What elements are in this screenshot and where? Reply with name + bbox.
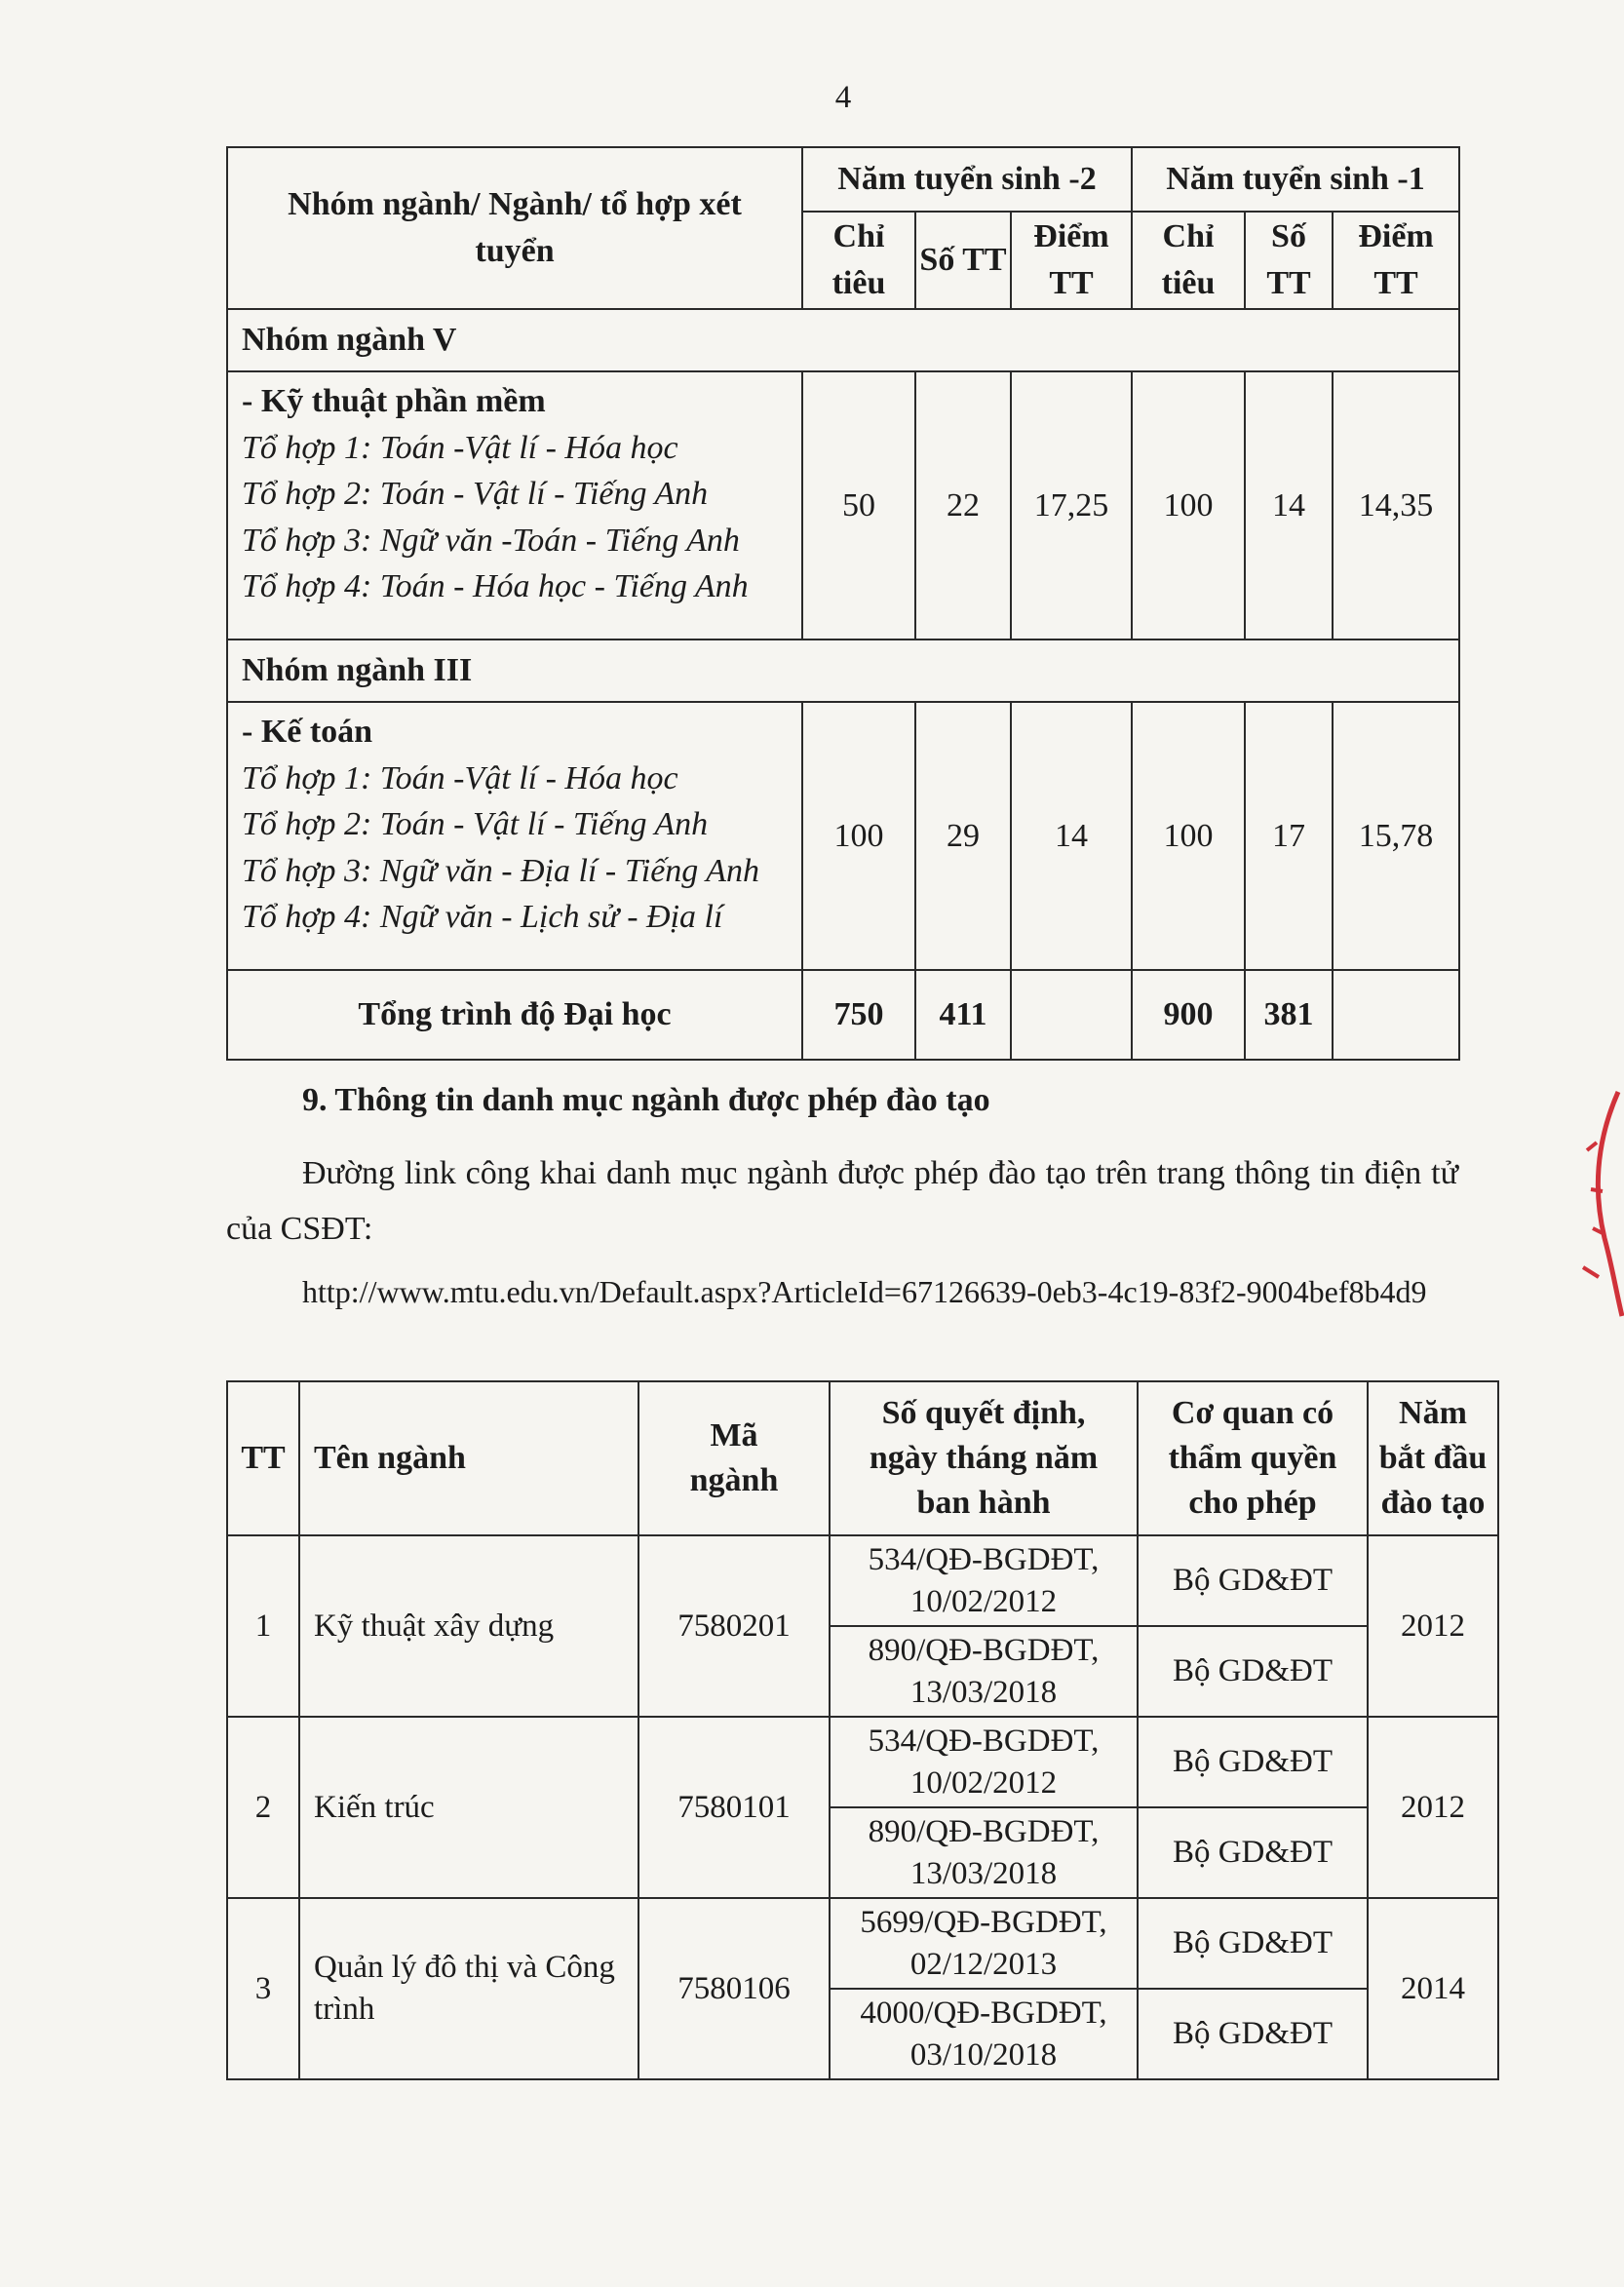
decision-cell (830, 1626, 1138, 1717)
start-year: 2014 (1368, 1898, 1498, 2079)
header-score: Điểm TT (1333, 212, 1459, 309)
major-name: - Kỹ thuật phần mềm (242, 383, 546, 419)
decision-date: 13/03/2018 (909, 1674, 1058, 1710)
decision-cell (830, 1717, 1138, 1807)
decision-number: 890/QĐ-BGDĐT, (868, 1813, 1100, 1849)
total-admitted: 381 (1245, 970, 1333, 1060)
seal-arc (1598, 1092, 1622, 1316)
header-tt: TT (227, 1381, 299, 1535)
authority: Bộ GD&ĐT (1138, 1626, 1368, 1717)
admissions-table (226, 146, 1460, 1061)
start-year: 2012 (1368, 1717, 1498, 1898)
decision-number: 5699/QĐ-BGDĐT, (860, 1904, 1107, 1940)
admitted-value: 22 (915, 371, 1011, 640)
admitted-value: 29 (915, 702, 1011, 970)
header-quota: Chỉ tiêu (1132, 212, 1245, 309)
major-code: 7580106 (638, 1898, 830, 2079)
major-name: - Kế toán (242, 714, 373, 750)
combo: Tổ hợp 1: Toán -Vật lí - Hóa học (242, 429, 678, 466)
decision-cell (830, 1535, 1138, 1626)
header-year-minus1: Năm tuyển sinh -1 (1132, 147, 1459, 212)
authority: Bộ GD&ĐT (1138, 1807, 1368, 1898)
combo: Tổ hợp 4: Ngữ văn - Lịch sử - Địa lí (242, 899, 723, 936)
decision-date: 13/03/2018 (909, 1855, 1058, 1891)
group-name: Nhóm ngành III (227, 640, 1459, 702)
seal-stamp-icon (1558, 1082, 1624, 1326)
major-cell (227, 371, 802, 640)
header-admitted: Số TT (1245, 212, 1333, 309)
header-code: Mã ngành (638, 1381, 830, 1535)
start-year: 2012 (1368, 1535, 1498, 1717)
total-quota: 900 (1132, 970, 1245, 1060)
authority: Bộ GD&ĐT (1138, 1535, 1368, 1626)
decision-cell (830, 1807, 1138, 1898)
decision-cell (830, 1989, 1138, 2079)
header-year-minus2: Năm tuyển sinh -2 (802, 147, 1132, 212)
authority: Bộ GD&ĐT (1138, 1989, 1368, 2079)
combo: Tổ hợp 2: Toán - Vật lí - Tiếng Anh (242, 476, 709, 513)
header-name: Tên ngành (299, 1381, 638, 1535)
total-quota: 750 (802, 970, 915, 1060)
score-value: 14,35 (1333, 371, 1459, 640)
major-cell (227, 702, 802, 970)
major-name: Quản lý đô thị và Công trình (299, 1898, 638, 2079)
header-decision: Số quyết định, ngày tháng năm ban hành (830, 1381, 1138, 1535)
decision-cell (830, 1898, 1138, 1989)
major-name: Kiến trúc (299, 1717, 638, 1898)
row-tt: 3 (227, 1898, 299, 2079)
authority: Bộ GD&ĐT (1138, 1898, 1368, 1989)
quota-value: 50 (802, 371, 915, 640)
major-name: Kỹ thuật xây dựng (299, 1535, 638, 1717)
section-paragraph: Đường link công khai danh mục ngành được phép đào tạo trên trang thông tin điện tử của CSĐT: (226, 1155, 1458, 1247)
combo: Tổ hợp 3: Ngữ văn - Địa lí - Tiếng Anh (242, 852, 759, 889)
header-group-col: Nhóm ngành/ Ngành/ tổ hợp xét tuyển (227, 147, 802, 309)
score-value: 14 (1011, 702, 1132, 970)
decision-number: 890/QĐ-BGDĐT, (868, 1632, 1100, 1668)
group-name: Nhóm ngành V (227, 309, 1459, 371)
decision-date: 02/12/2013 (909, 1946, 1058, 1982)
total-admitted: 411 (915, 970, 1011, 1060)
majors-link[interactable]: http://www.mtu.edu.vn/Default.aspx?ArticleId=67126639-0eb3-4c19-83f2-9004bef8b4d9 (302, 1274, 1427, 1309)
authority: Bộ GD&ĐT (1138, 1717, 1368, 1807)
quota-value: 100 (1132, 702, 1245, 970)
combo: Tổ hợp 3: Ngữ văn -Toán - Tiếng Anh (242, 522, 740, 559)
quota-value: 100 (802, 702, 915, 970)
empty-cell (1011, 970, 1132, 1060)
header-admitted: Số TT (915, 212, 1011, 309)
row-tt: 1 (227, 1535, 299, 1717)
page-number: 4 (834, 80, 852, 115)
combo: Tổ hợp 2: Toán - Vật lí - Tiếng Anh (242, 806, 709, 843)
score-value: 15,78 (1333, 702, 1459, 970)
major-code: 7580101 (638, 1717, 830, 1898)
section-heading: 9. Thông tin danh mục ngành được phép đào tạo (302, 1082, 990, 1118)
empty-cell (1333, 970, 1459, 1060)
score-value: 17,25 (1011, 371, 1132, 640)
total-label: Tổng trình độ Đại học (227, 970, 802, 1060)
header-authority: Cơ quan có thẩm quyền cho phép (1138, 1381, 1368, 1535)
decision-number: 534/QĐ-BGDĐT, (868, 1723, 1100, 1759)
decision-date: 03/10/2018 (909, 2036, 1058, 2073)
combo: Tổ hợp 1: Toán -Vật lí - Hóa học (242, 759, 678, 796)
admitted-value: 17 (1245, 702, 1333, 970)
row-tt: 2 (227, 1717, 299, 1898)
admitted-value: 14 (1245, 371, 1333, 640)
decision-date: 10/02/2012 (909, 1583, 1058, 1619)
major-code: 7580201 (638, 1535, 830, 1717)
decision-number: 4000/QĐ-BGDĐT, (860, 1995, 1107, 2031)
combo: Tổ hợp 4: Toán - Hóa học - Tiếng Anh (242, 568, 749, 605)
majors-table (226, 1380, 1499, 2080)
decision-date: 10/02/2012 (909, 1764, 1058, 1801)
header-start-year: Năm bắt đầu đào tạo (1368, 1381, 1498, 1535)
quota-value: 100 (1132, 371, 1245, 640)
header-score: Điểm TT (1011, 212, 1132, 309)
decision-number: 534/QĐ-BGDĐT, (868, 1541, 1100, 1577)
header-quota: Chỉ tiêu (802, 212, 915, 309)
